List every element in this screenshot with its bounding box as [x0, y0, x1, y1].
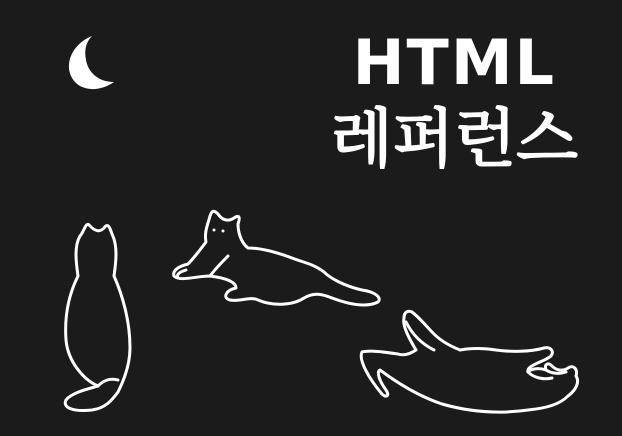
title-line-html: HTML [352, 26, 557, 99]
crescent-moon-icon [69, 36, 114, 89]
rolling-cat-icon [361, 311, 577, 412]
lounging-cat-icon [174, 211, 380, 305]
title-line-reference: 레퍼런스 [330, 103, 578, 177]
sitting-cat-icon [65, 224, 130, 410]
